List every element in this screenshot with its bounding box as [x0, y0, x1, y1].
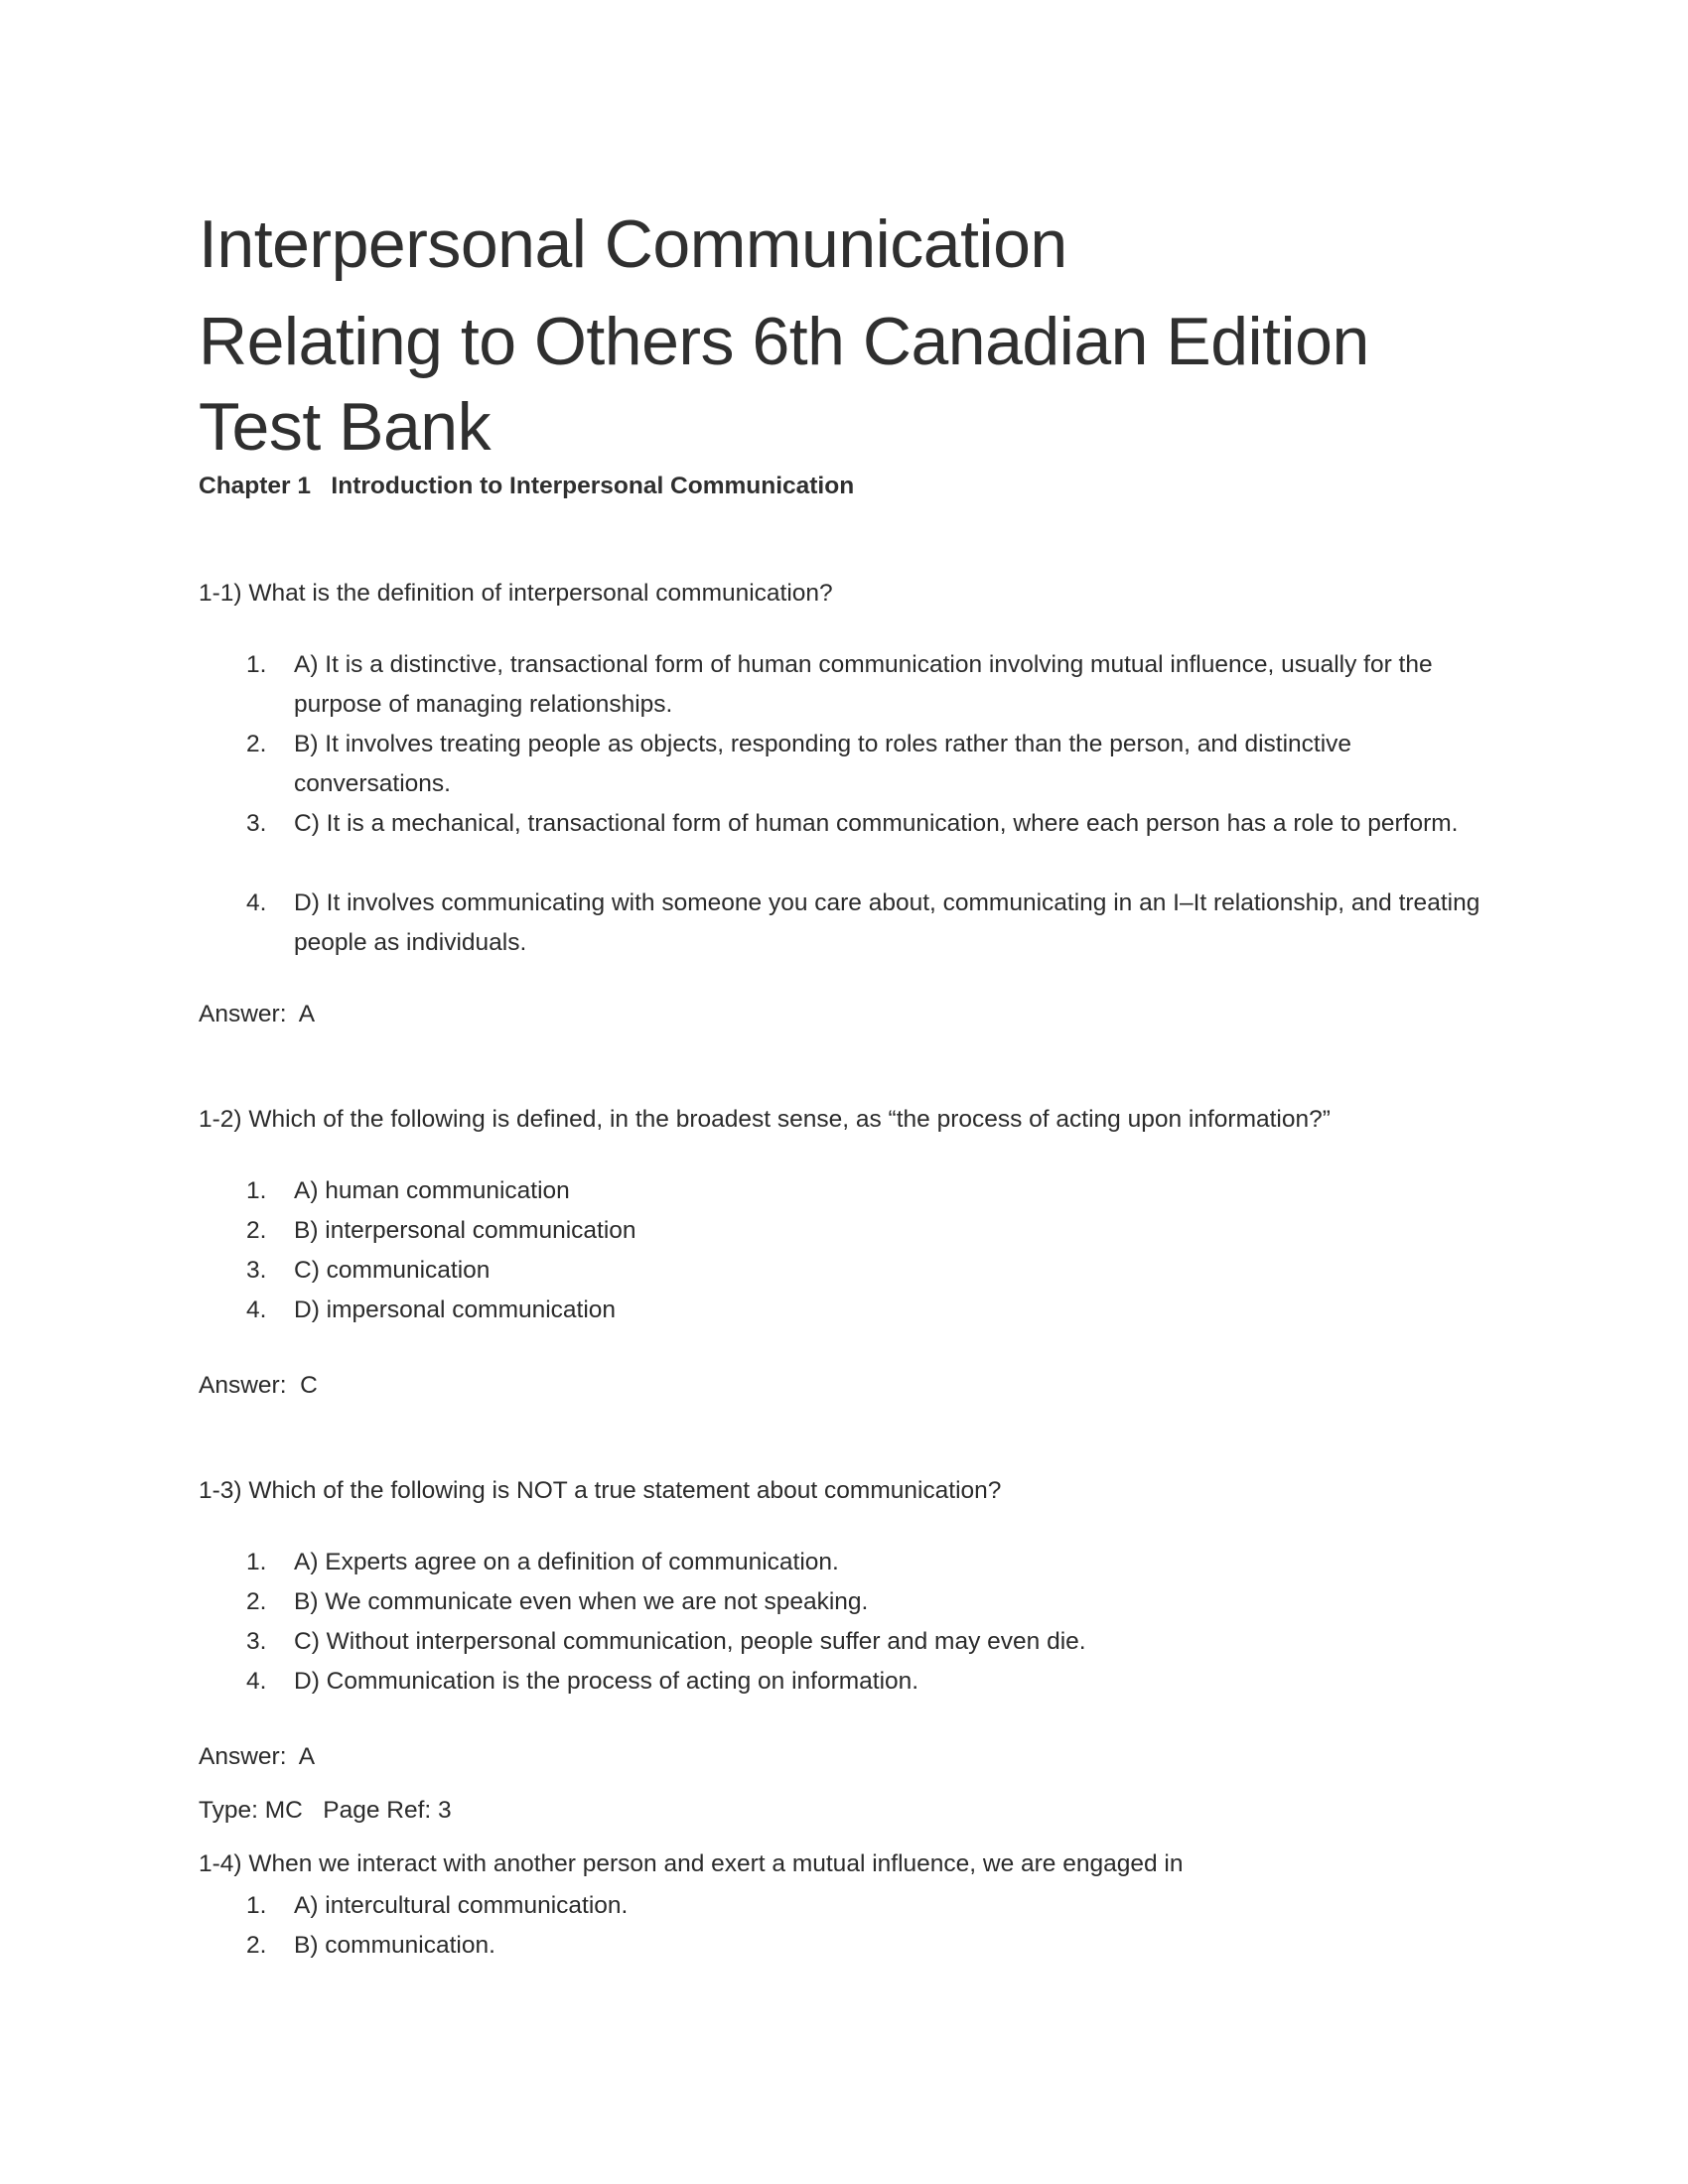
option-number: 1. — [246, 1549, 267, 1575]
question-1-3-type-ref: Type: MC Page Ref: 3 — [199, 1797, 452, 1824]
question-1-1-answer: Answer: A — [199, 1001, 316, 1027]
option-text: D) It involves communicating with someone you care about, communicating in an I–It relationship, and treating people as individuals. — [294, 889, 1480, 956]
option-text: D) impersonal communication — [294, 1297, 617, 1323]
option-item — [199, 1291, 1485, 1330]
question-1-1-prompt: 1-1) What is the definition of interpersonal communication? — [199, 580, 833, 607]
option-number: 4. — [246, 1668, 267, 1695]
option-text: C) communication — [294, 1257, 491, 1284]
option-number: 1. — [246, 1177, 267, 1204]
option-text: C) It is a mechanical, transactional form of human communication, where each person has a role to perform. — [294, 810, 1459, 837]
option-item — [199, 1582, 1485, 1622]
option-item — [199, 1886, 1485, 1926]
option-text: B) communication. — [294, 1932, 495, 1959]
option-number: 1. — [246, 1892, 267, 1919]
question-1-4-prompt: 1-4) When we interact with another person and exert a mutual influence, we are engaged in — [199, 1850, 1184, 1877]
option-number: 3. — [246, 1628, 267, 1655]
option-text: C) Without interpersonal communication, people suffer and may even die. — [294, 1628, 1086, 1655]
question-1-3-answer: Answer: A — [199, 1743, 316, 1770]
option-number: 2. — [246, 1217, 267, 1244]
title-line-1: Interpersonal Communication — [199, 206, 1067, 282]
option-number: 2. — [246, 1588, 267, 1615]
option-number: 4. — [246, 889, 267, 916]
option-text: A) human communication — [294, 1177, 570, 1204]
option-text: A) It is a distinctive, transactional form of human communication involving mutual influence, usually for the purpose of managing relationships. — [294, 651, 1433, 718]
question-1-1-options — [199, 645, 1485, 963]
question-1-2-prompt: 1-2) Which of the following is defined, in the broadest sense, as “the process of acting upon information?” — [199, 1106, 1331, 1133]
option-item — [199, 725, 1485, 804]
question-1-3-prompt: 1-3) Which of the following is NOT a true statement about communication? — [199, 1477, 1002, 1504]
option-item — [199, 645, 1485, 725]
option-number: 4. — [246, 1297, 267, 1323]
option-item — [199, 1251, 1485, 1291]
title-line-3: Test Bank — [199, 389, 492, 465]
option-item — [199, 884, 1485, 963]
option-text: A) intercultural communication. — [294, 1892, 629, 1919]
option-item — [199, 804, 1485, 884]
option-text: D) Communication is the process of acting on information. — [294, 1668, 919, 1695]
option-number: 3. — [246, 1257, 267, 1284]
option-number: 2. — [246, 731, 267, 757]
chapter-heading: Chapter 1 Introduction to Interpersonal Communication — [199, 473, 855, 499]
option-item — [199, 1622, 1485, 1662]
option-item — [199, 1543, 1485, 1582]
title-line-2: Relating to Others 6th Canadian Edition — [199, 304, 1369, 379]
option-text: B) We communicate even when we are not speaking. — [294, 1588, 869, 1615]
question-1-3-options — [199, 1543, 1485, 1702]
option-item — [199, 1662, 1485, 1702]
option-text: A) Experts agree on a definition of communication. — [294, 1549, 839, 1575]
option-number: 3. — [246, 810, 267, 837]
question-1-4-options — [199, 1886, 1485, 1966]
option-text: B) It involves treating people as objects, responding to roles rather than the person, and distinctive conversations. — [294, 731, 1352, 797]
option-item — [199, 1926, 1485, 1966]
option-number: 2. — [246, 1932, 267, 1959]
question-1-2-answer: Answer: C — [199, 1372, 318, 1399]
option-number: 1. — [246, 651, 267, 678]
question-1-2-options — [199, 1171, 1485, 1330]
option-text: B) interpersonal communication — [294, 1217, 636, 1244]
option-item — [199, 1211, 1485, 1251]
option-item — [199, 1171, 1485, 1211]
